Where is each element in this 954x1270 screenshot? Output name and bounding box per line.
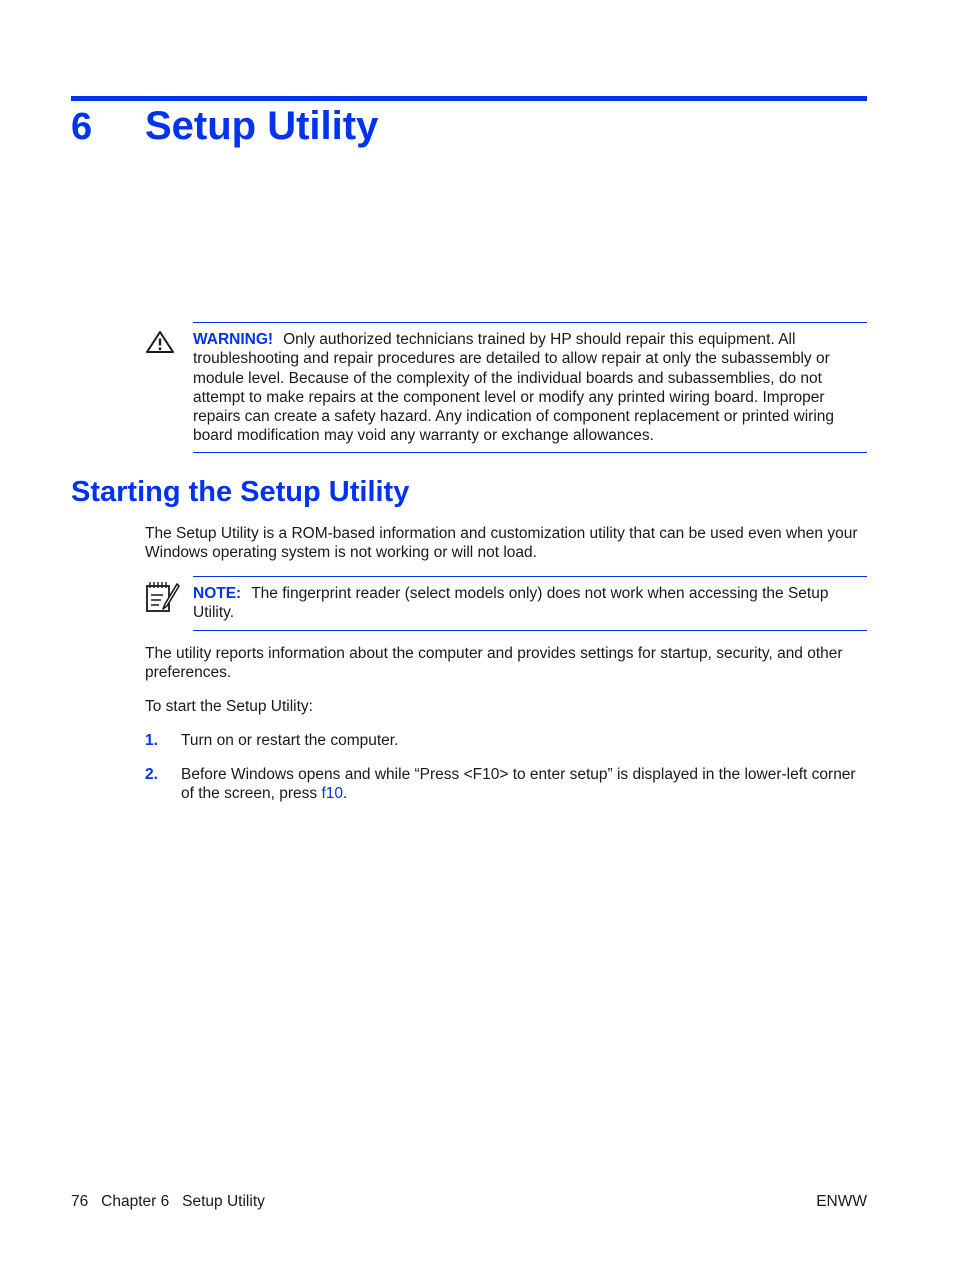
page-number: 76: [71, 1193, 89, 1210]
chapter-rule: [71, 96, 867, 101]
reports-paragraph: The utility reports information about the computer and provides settings for startup, security, and other preferences.: [145, 645, 843, 682]
to-start-paragraph: To start the Setup Utility:: [145, 698, 313, 715]
footer-chapter-title: Setup Utility: [182, 1193, 265, 1210]
step-number: 2.: [145, 766, 158, 783]
warning-label: WARNING!: [193, 331, 274, 348]
footer-chapter-label: Chapter 6: [101, 1193, 170, 1210]
footer-locale: ENWW: [816, 1193, 867, 1210]
intro-paragraph: The Setup Utility is a ROM-based information and customization utility that can be used even when your Windows operating system is not working or will not load.: [145, 525, 858, 562]
footer-left: [71, 1193, 265, 1211]
section-title: Starting the Setup Utility: [71, 476, 410, 508]
chapter-title: Setup Utility: [145, 104, 379, 148]
step-text-main: Before Windows opens and while “Press <F10> to enter setup” is displayed in the lower-left corner of the screen, press: [181, 766, 856, 803]
note-callout: [193, 576, 867, 631]
step-text: [181, 765, 867, 804]
chapter-number: 6: [71, 106, 93, 148]
chapter-heading: [71, 104, 378, 156]
key-f10: f10: [321, 785, 343, 803]
step-text: Turn on or restart the computer.: [181, 732, 399, 749]
note-label: NOTE:: [193, 585, 242, 602]
warning-triangle-icon: [145, 330, 175, 359]
note-text: The fingerprint reader (select models only) does not work when accessing the Setup Utility.: [193, 585, 829, 622]
warning-text: Only authorized technicians trained by HP should repair this equipment. All troubleshooting and repair procedures are detailed to allow repair at only the subassembly or module level. Because of the complexity of the individual boards and subassemblies, do not attempt to make repairs at the component level or modify any printed wiring board. Improper repairs can create a safety hazard. Any indication of component replacement or printed wiring board modification may void any warranty or exchange allowances.: [193, 331, 835, 445]
warning-callout: [193, 322, 867, 453]
step-text-suffix: .: [343, 785, 348, 803]
note-pad-icon: [145, 580, 181, 619]
step-number: 1.: [145, 732, 158, 749]
